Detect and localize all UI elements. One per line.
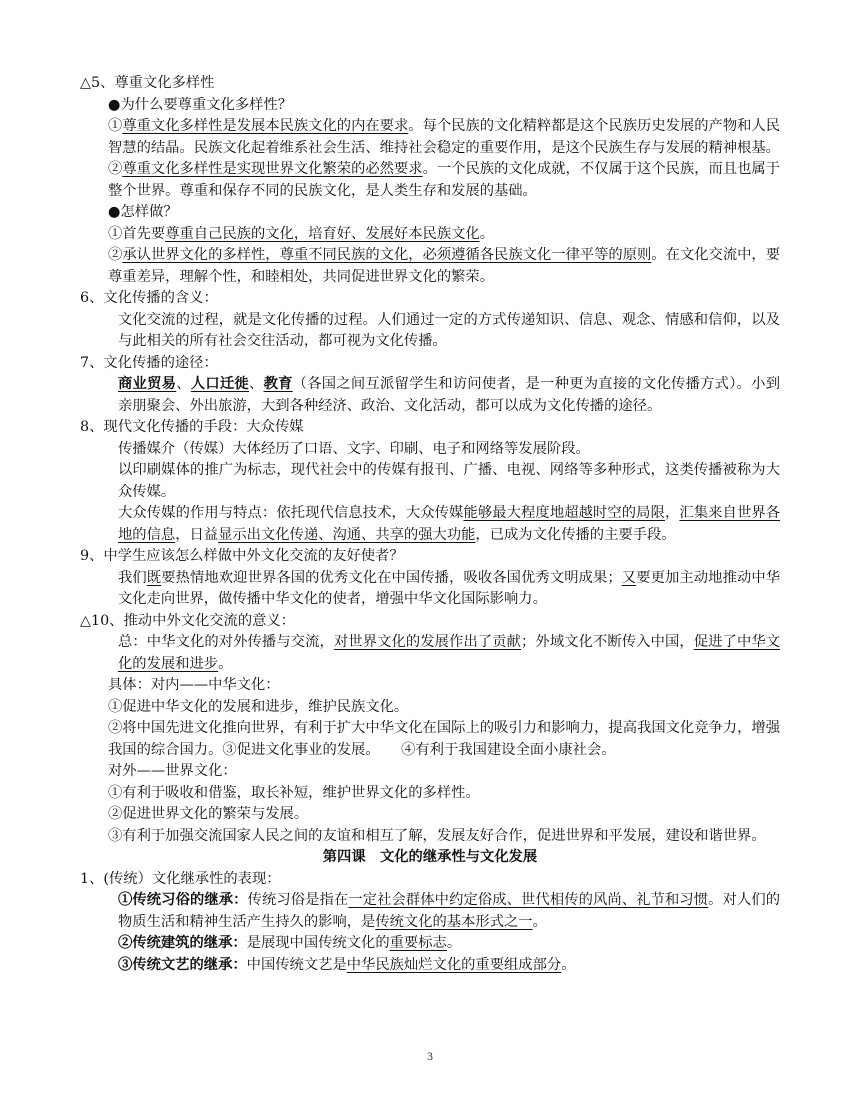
paragraph-external-1: ①有利于吸收和借鉴，取长补短，维护世界文化的多样性。 (108, 784, 480, 801)
paragraph-mass-media: 以印刷媒体的推广为标志，现代社会中的传媒有报刊、广播、电视、网络等多种形式，这类传播被称为大众传媒。 (118, 462, 780, 500)
paragraph-media-role: 大众传媒的作用与特点：依托现代信息技术，大众传媒能够最大程度地超越时空的局限，汇集来自世界各地的信息，日益显示出文化传递、沟通、共享的强大功能，已成为文化传播的主要手段。 (118, 505, 781, 543)
section-heading-inheritance: 1、(传统）文化继承性的表现： (80, 870, 281, 887)
paragraph-external: 对外——世界文化： (108, 763, 237, 779)
paragraph-students-envoy: 我们既要热情地欢迎世界各国的优秀文化在中国传播，吸收各国优秀文明成果；又要更加主动地推动中华文化走向世界，做传播中华文化的使者，增强中华文化国际影响力。 (118, 569, 781, 607)
section-heading-6: 6、文化传播的含义： (80, 290, 218, 306)
paragraph-media-stages: 传播媒介（传媒）大体经历了口语、文字、印刷、电子和网络等发展阶段。 (118, 440, 590, 457)
section-heading-9: 9、中学生应该怎么样做中外文化交流的友好使者？ (80, 548, 404, 564)
paragraph-exchange-summary: 总：中华文化的对外传播与交流，对世界文化的发展作出了贡献；外域文化不断传入中国，促进了中华文化的发展和进步。 (118, 634, 781, 672)
paragraph-communication-meaning: 文化交流的过程，就是文化传播的过程。人们通过一定的方式传递知识、信息、观念、情感和信仰，以及与此相关的所有社会交往活动，都可视为文化传播。 (118, 311, 780, 349)
section-heading-5: △5、尊重文化多样性 (80, 75, 215, 91)
lesson-heading: 第四课 文化的继承性与文化发展 (322, 849, 538, 865)
paragraph-external-2: ②促进世界文化的繁荣与发展。 (108, 806, 309, 822)
paragraph-internal-1: ①促进中华文化的发展和进步，维护民族文化。 (108, 698, 409, 715)
paragraph-communication-routes: 商业贸易、人口迁徙、教育（各国之间互派留学生和访问使者，是一种更为直接的文化传播方式）。小到亲朋聚会、外出旅游，大到各种经济、政治、文化活动，都可以成为文化传播的途径。 (118, 376, 781, 414)
section-heading-8: 8、现代文化传播的手段：大众传媒 (80, 419, 304, 435)
page-content (80, 73, 780, 976)
question-why: ●为什么要尊重文化多样性？ (108, 96, 293, 113)
paragraph-customs: ①传统习俗的继承：传统习俗是指在一定社会群体中约定俗成、世代相传的风尚、礼节和习惯。对人们的物质生活和精神生活产生持久的影响，是传统文化的基本形式之一。 (118, 892, 781, 930)
page-number: 3 (427, 1049, 433, 1063)
paragraph-diversity-1: ①尊重文化多样性是发展本民族文化的内在要求。每个民族的文化精粹都是这个民族历史发展的产物和人民智慧的结晶。民族文化起着维系社会生活、维持社会稳定的重要作用，是这个民族生存与发展的精神根基。 (108, 118, 781, 156)
paragraph-external-3: ③有利于加强交流国家人民之间的友谊和相互了解，发展友好合作，促进世界和平发展，建设和谐世界。 (108, 827, 766, 844)
paragraph-architecture: ②传统建筑的继承：是展现中国传统文化的重要标志。 (118, 935, 462, 951)
paragraph-arts: ③传统文艺的继承：中国传统文艺是中华民族灿烂文化的重要组成部分。 (118, 956, 576, 973)
paragraph-how-2: ②承认世界文化的多样性，尊重不同民族的文化，必须遵循各民族文化一律平等的原则。在文化交流中，要尊重差异，理解个性，和睦相处，共同促进世界文化的繁荣。 (108, 247, 781, 285)
paragraph-internal: 具体：对内——中华文化： (108, 677, 280, 693)
question-how: ●怎样做？ (108, 204, 178, 220)
paragraph-how-1: ①首先要尊重自己民族的文化，培育好、发展好本民族文化。 (108, 225, 495, 242)
paragraph-diversity-2: ②尊重文化多样性是实现世界文化繁荣的必然要求。一个民族的文化成就，不仅属于这个民族，而且也属于整个世界。尊重和保存不同的民族文化，是人类生存和发展的基础。 (108, 161, 781, 199)
section-heading-10: △10、推动中外文化交流的意义： (80, 612, 296, 629)
section-heading-7: 7、文化传播的途径： (80, 354, 218, 371)
paragraph-internal-2: ②将中国先进文化推向世界，有利于扩大中华文化在国际上的吸引力和影响力，提高我国文化竞争力，增强我国的综合国力。③促进文化事业的发展。 ④有利于我国建设全面小康社会。 (108, 720, 780, 758)
